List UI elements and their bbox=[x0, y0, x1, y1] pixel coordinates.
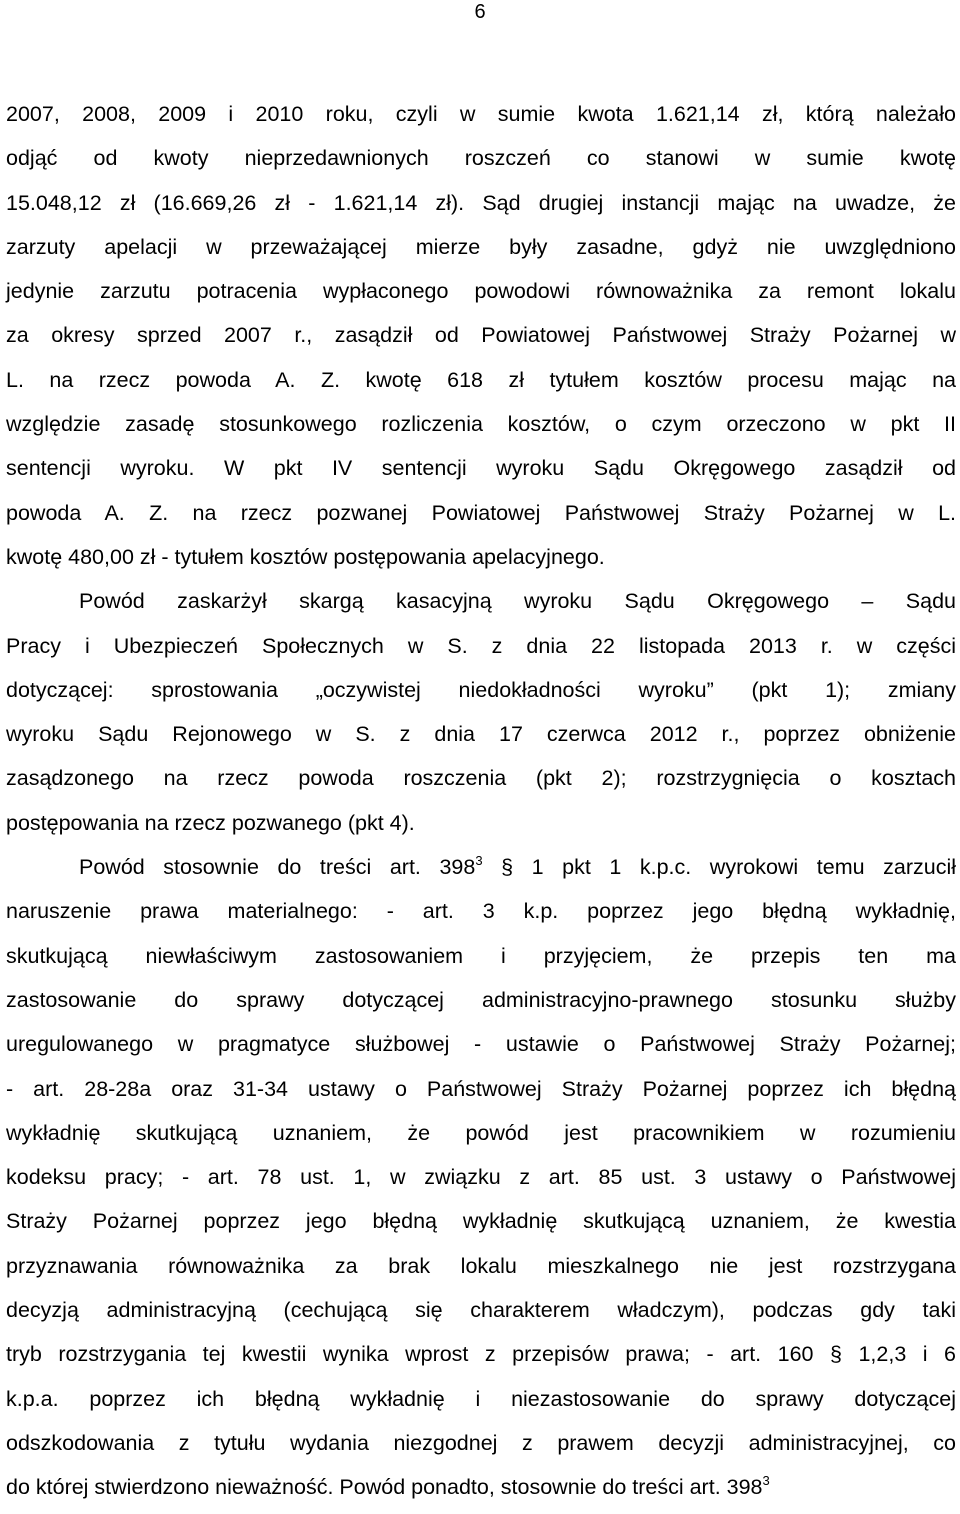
text-line: zasądzonego na rzecz powoda roszczenia (pkt 2); rozstrzygnięcia o kosztach bbox=[6, 766, 956, 791]
text-line: L. na rzecz powoda A. Z. kwotę 618 zł tytułem kosztów procesu mając na bbox=[6, 367, 956, 392]
text-line: wyroku Sądu Rejonowego w S. z dnia 17 czerwca 2012 r., poprzez obniżenie bbox=[6, 722, 956, 747]
text-line bbox=[6, 1465, 956, 1509]
text-line: odszkodowania z tytułu wydania niezgodnej z prawem decyzji administracyjnej, co bbox=[6, 1430, 956, 1455]
text-line: postępowania na rzecz pozwanego (pkt 4). bbox=[6, 810, 415, 835]
text-line: wykładnię skutkującą uznaniem, że powód jest pracownikiem w rozumieniu bbox=[6, 1120, 956, 1145]
text-line: kodeksu pracy; - art. 78 ust. 1, w związku z art. 85 ust. 3 ustawy o Państwowej bbox=[6, 1165, 956, 1190]
paragraph-1 bbox=[6, 92, 956, 579]
text-line: za okresy sprzed 2007 r., zasądził od Powiatowej Państwowej Straży Pożarnej w bbox=[6, 323, 956, 348]
body-text bbox=[6, 92, 956, 1510]
text-line: względzie zasadę stosunkowego rozliczenia kosztów, o czym orzeczono w pkt II bbox=[6, 412, 956, 437]
text-line: - art. 28-28a oraz 31-34 ustawy o Państwowej Straży Pożarnej poprzez ich błędną bbox=[6, 1076, 956, 1101]
page-number: 6 bbox=[474, 1, 486, 23]
text-fragment: do której stwierdzono nieważność. Powód ponadto, stosownie do treści art. 398 bbox=[6, 1475, 763, 1500]
text-fragment: § 1 pkt 1 k.p.c. wyrokowi temu zarzucił bbox=[482, 855, 956, 880]
text-line: 15.048,12 zł (16.669,26 zł - 1.621,14 zł). Sąd drugiej instancji mając na uwadze, że bbox=[6, 190, 956, 215]
text-line: uregulowanego w pragmatyce służbowej - ustawie o Państwowej Straży Pożarnej; bbox=[6, 1032, 956, 1057]
text-line: dotyczącej: sprostowania „oczywistej niedokładności wyroku” (pkt 1); zmiany bbox=[6, 677, 956, 702]
paragraph-2 bbox=[6, 579, 956, 845]
superscript: 3 bbox=[475, 853, 483, 869]
text-fragment: Powód stosownie do treści art. 398 bbox=[79, 855, 476, 880]
paragraph-3 bbox=[6, 845, 956, 1509]
text-line bbox=[6, 845, 956, 889]
text-line: zarzuty apelacji w przeważającej mierze były zasadne, gdyż nie uwzględniono bbox=[6, 234, 956, 259]
text-line: decyzją administracyjną (cechującą się charakterem władczym), podczas gdy taki bbox=[6, 1298, 956, 1323]
text-line: 2007, 2008, 2009 i 2010 roku, czyli w sumie kwota 1.621,14 zł, którą należało bbox=[6, 102, 956, 126]
text-line: Straży Pożarnej poprzez jego błędną wykładnię skutkującą uznaniem, że kwestia bbox=[6, 1209, 956, 1234]
text-line: jedynie zarzutu potracenia wypłaconego powodowi równoważnika za remont lokalu bbox=[6, 279, 956, 304]
text-line: sentencji wyroku. W pkt IV sentencji wyroku Sądu Okręgowego zasądził od bbox=[6, 456, 956, 481]
text-line: tryb rozstrzygania tej kwestii wynika wprost z przepisów prawa; - art. 160 § 1,2,3 i 6 bbox=[6, 1342, 956, 1367]
text-line: Powód zaskarżył skargą kasacyjną wyroku Sądu Okręgowego – Sądu bbox=[79, 589, 956, 614]
text-line: Pracy i Ubezpieczeń Społecznych w S. z dnia 22 listopada 2013 r. w części bbox=[6, 633, 956, 658]
text-line: zastosowanie do sprawy dotyczącej administracyjno-prawnego stosunku służby bbox=[6, 987, 956, 1012]
text-line: powoda A. Z. na rzecz pozwanej Powiatowej Państwowej Straży Pożarnej w L. bbox=[6, 500, 956, 525]
text-line: kwotę 480,00 zł - tytułem kosztów postępowania apelacyjnego. bbox=[6, 544, 605, 569]
text-line: naruszenie prawa materialnego: - art. 3 k.p. poprzez jego błędną wykładnię, bbox=[6, 899, 956, 924]
superscript: 3 bbox=[762, 1473, 770, 1489]
text-line: skutkującą niewłaściwym zastosowaniem i przyjęciem, że przepis ten ma bbox=[6, 943, 956, 968]
text-line: przyznawania równoważnika za brak lokalu mieszkalnego nie jest rozstrzygana bbox=[6, 1253, 956, 1278]
text-line: k.p.a. poprzez ich błędną wykładnię i niezastosowanie do sprawy dotyczącej bbox=[6, 1386, 956, 1411]
text-line: odjąć od kwoty nieprzedawnionych roszczeń co stanowi w sumie kwotę bbox=[6, 146, 956, 171]
